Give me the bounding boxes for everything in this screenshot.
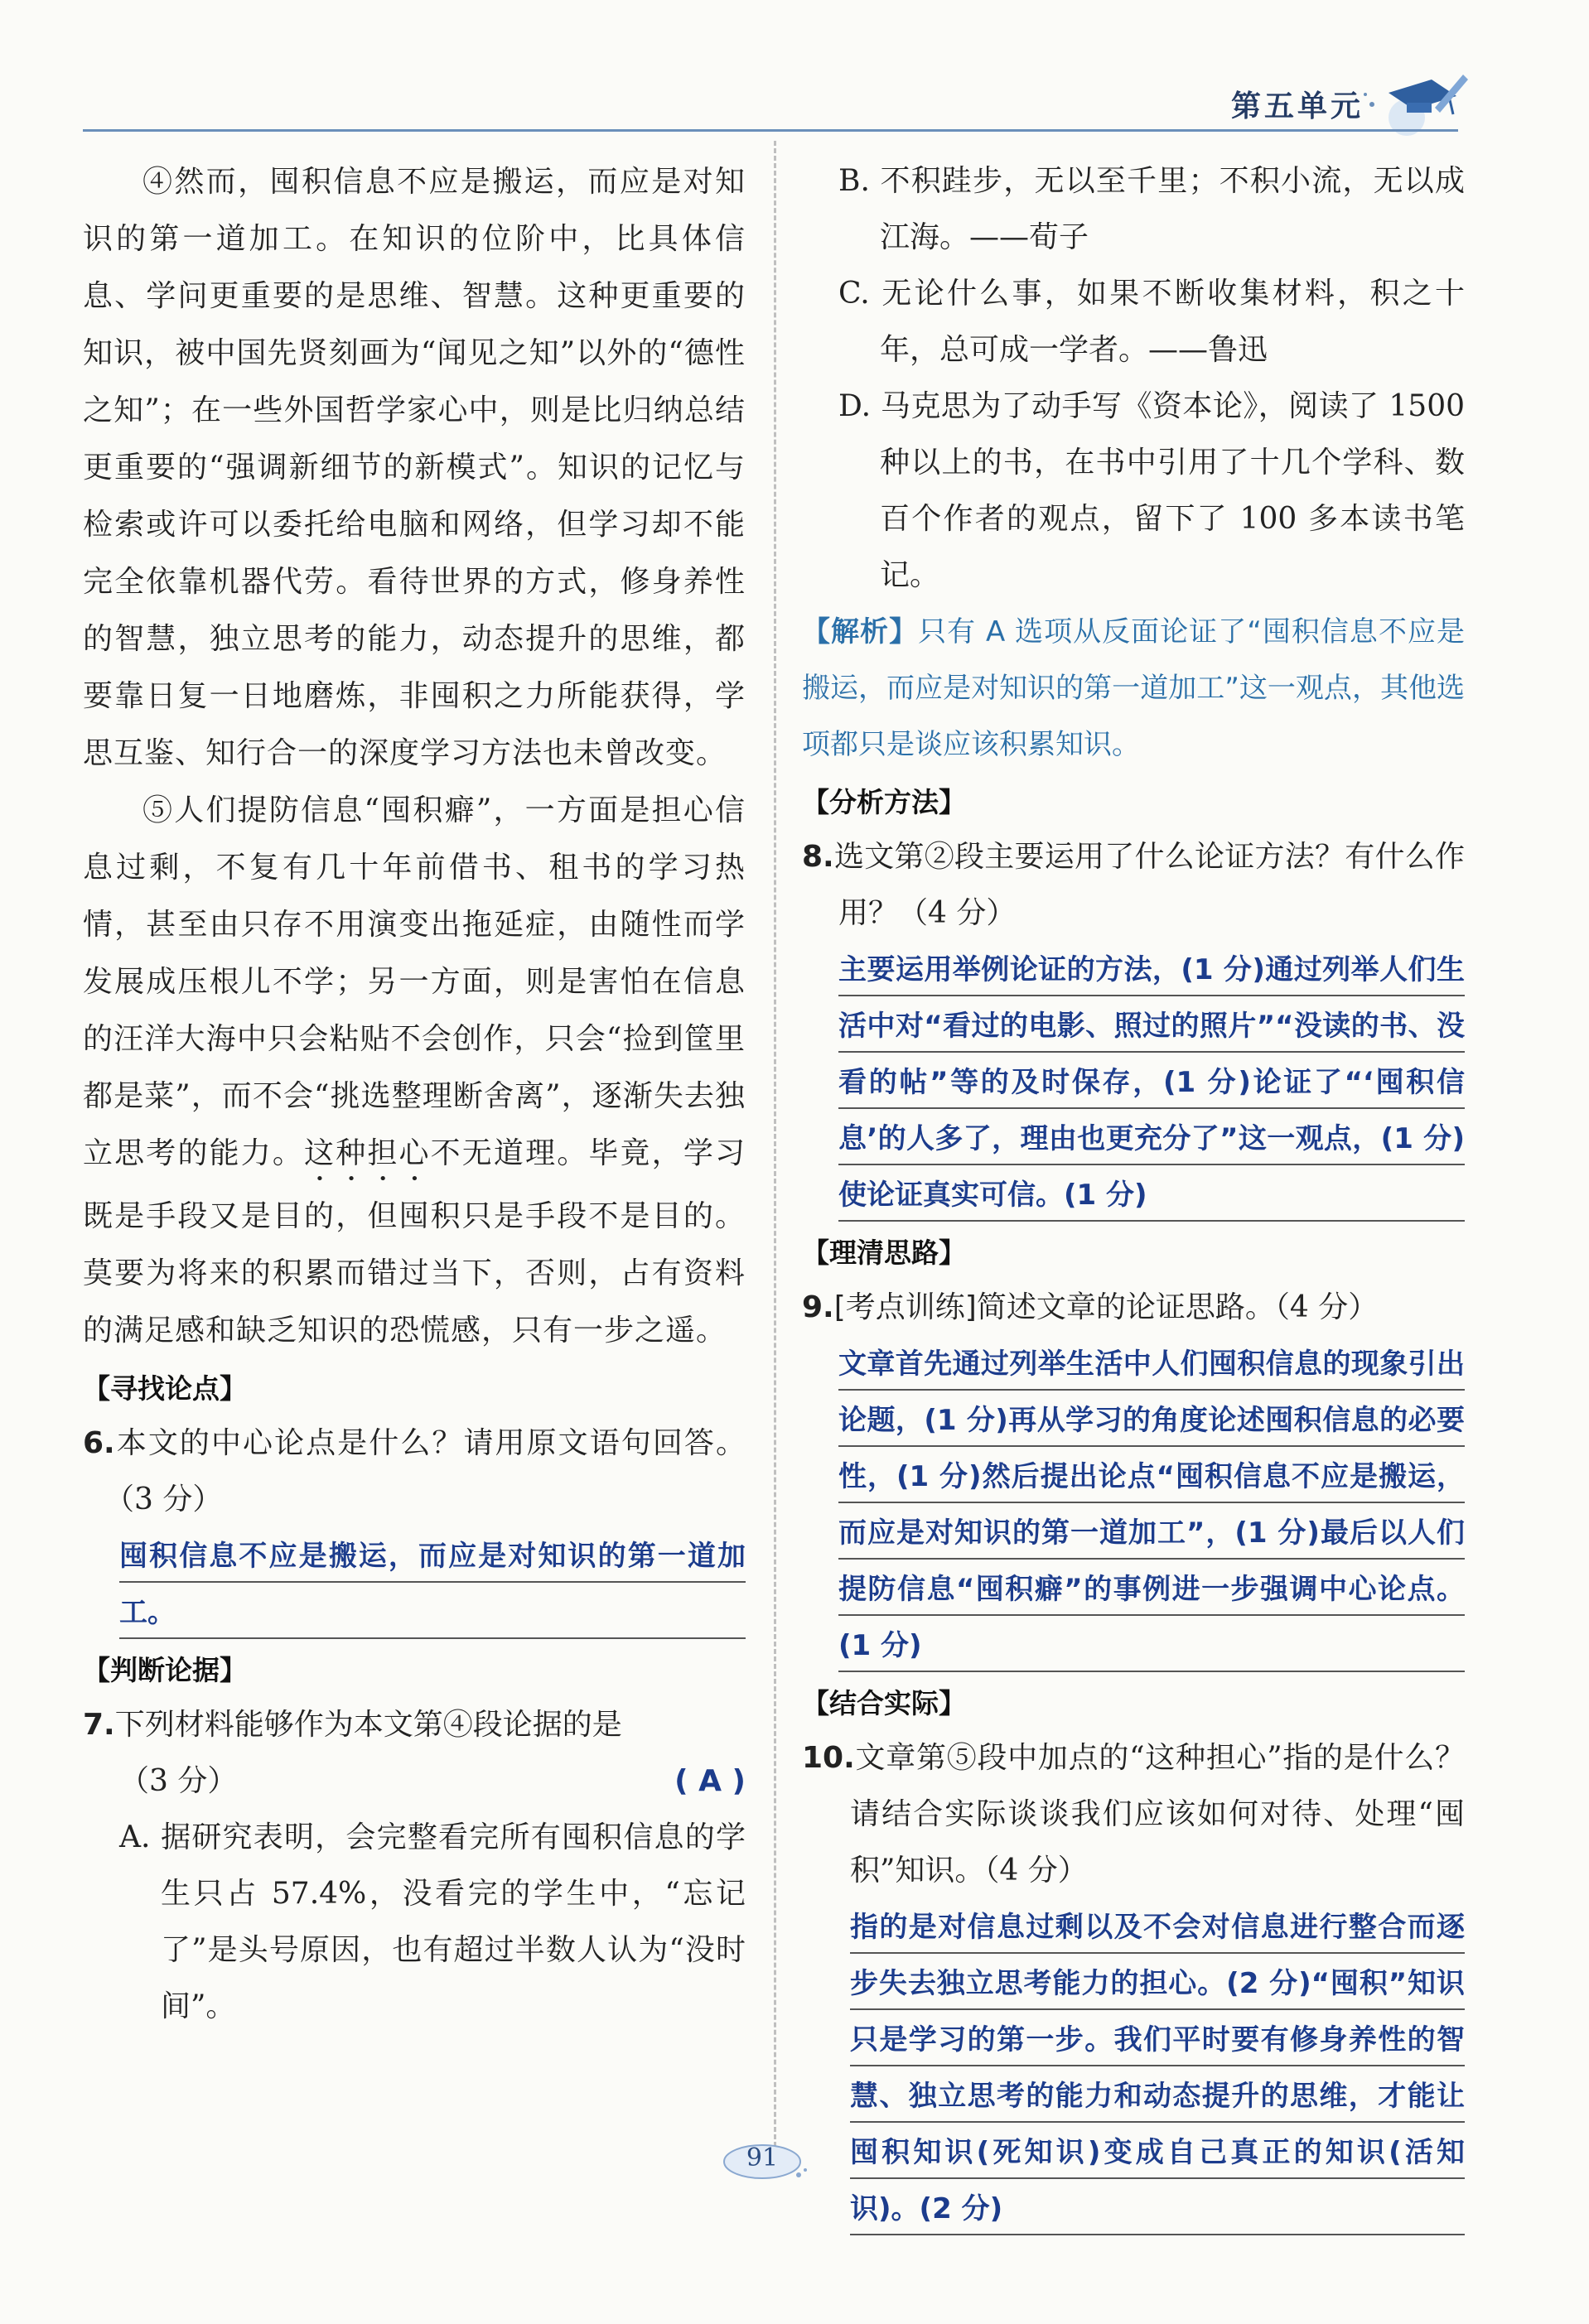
analysis-7 xyxy=(802,604,1465,773)
graduation-cap-pencil-icon xyxy=(1355,55,1471,137)
question-7 xyxy=(83,1697,746,1810)
question-number: 10. xyxy=(802,1741,855,1775)
question-score: （4 分） xyxy=(984,1854,1088,1888)
question-text: 文章第⑤段中加点的“这种担心”指的是什么？请结合实际谈谈我们应该如何对待、处理“囤积”知识。 xyxy=(850,1741,1465,1888)
option-a: A. 据研究表明，会完整看完所有囤积信息的学生只占 57.4%，没看完的学生中，“忘记了”是头号原因，也有超过半数人认为“没时间”。 xyxy=(119,1820,746,2023)
column-divider xyxy=(774,141,776,2162)
question-10 xyxy=(802,1730,1465,1899)
question-score: （4 分） xyxy=(898,896,1017,930)
paragraph-5-part-b: 不无道理。毕竟，学习既是手段又是目的，但囤积只是手段不是目的。莫要为将来的积累而错过当下，否则，占有资料的满足感和缺乏知识的恐慌感，只有一步之遥。 xyxy=(83,1136,746,1348)
question-score: （3 分） xyxy=(119,1483,223,1516)
question-number: 8. xyxy=(802,840,834,874)
section-tag-analyze-method: 【分析方法】 xyxy=(802,786,966,818)
question-text: 简述文章的论证思路。 xyxy=(976,1290,1275,1324)
question-score: （4 分） xyxy=(1274,1290,1379,1324)
question-9 xyxy=(802,1280,1465,1336)
question-number: 7. xyxy=(83,1708,115,1742)
answer-6: 囤积信息不应是搬运，而应是对知识的第一道加工。 xyxy=(119,1528,746,1641)
answer-7-choice: ( A ) xyxy=(674,1764,746,1798)
key-point-tag: [考点训练] xyxy=(833,1290,977,1324)
right-column xyxy=(802,153,1465,2237)
option-c: C. 无论什么事，如果不断收集材料，积之十年，总可成一学者。——鲁迅 xyxy=(838,277,1465,367)
paragraph-5-part-a: ⑤人们提防信息“囤积癖”，一方面是担心信息过剩，不复有几十年前借书、租书的学习热情，甚至由只存不用演变出拖延症，由随性而学发展成压根儿不学；另一方面，则是害怕在信息的汪洋大海中只会粘贴不会创作，只会“捡到筐里都是菜”，而不会“挑选整理断舍离”，逐渐失去独立思考的能力。 xyxy=(83,793,746,1170)
answer-8: 主要运用举例论证的方法，(1 分)通过列举人们生活中对“看过的电影、照过的照片”“没读的书、没看的帖”等的及时保存，(1 分)论证了“‘囤积信息’的人多了，理由也更充分了”这一观点，(1 分)使论证真实可信。(1 分) xyxy=(838,942,1465,1223)
page-number: 91 xyxy=(746,2143,779,2172)
answer-10: 指的是对信息过剩以及不会对信息进行整合而逐步失去独立思考能力的担心。(2 分)“囤积”知识只是学习的第一步。我们平时要有修身养性的智慧、独立思考的能力和动态提升的思维，才能让囤积知识(死知识)变成自己真正的知识(活知识)。(2 分) xyxy=(850,1899,1465,2237)
option-b: B. 不积跬步，无以至千里；不积小流，无以成江海。——荀子 xyxy=(838,164,1465,254)
question-score: （3 分） xyxy=(119,1764,238,1798)
answer-9: 文章首先通过列举生活中人们囤积信息的现象引出论题，(1 分)再从学习的角度论述囤积信息的必要性，(1 分)然后提出论点“囤积信息不应是搬运，而应是对知识的第一道加工”，(1 分)最后以人们提防信息“囤积癖”的事例进一步强调中心论点。(1 分) xyxy=(838,1336,1465,1674)
section-tag-practice: 【结合实际】 xyxy=(802,1687,966,1719)
unit-title: 第五单元 xyxy=(1231,89,1364,123)
section-tag-clarify-logic: 【理清思路】 xyxy=(802,1237,966,1269)
page-number-badge xyxy=(712,2132,812,2190)
analysis-label: 【解析】 xyxy=(802,615,919,649)
section-tag-judge-evidence: 【判断论据】 xyxy=(83,1654,247,1686)
header-rule xyxy=(83,129,1458,132)
question-number: 9. xyxy=(802,1290,834,1324)
question-8 xyxy=(802,829,1465,942)
analysis-text: 只有 A 选项从反面论证了“囤积信息不应是搬运，而应是对知识的第一道加工”这一观点，其他选项都只是谈应该积累知识。 xyxy=(802,615,1465,761)
option-d: D. 马克思为了动手写《资本论》，阅读了 1500 种以上的书，在书中引用了十几个学科、数百个作者的观点，留下了 100 多本读书笔记。 xyxy=(838,389,1465,592)
question-number: 6. xyxy=(83,1426,115,1460)
question-6 xyxy=(83,1415,746,1528)
left-column xyxy=(83,153,746,2035)
section-tag-find-argument: 【寻找论点】 xyxy=(83,1372,247,1405)
dotted-phrase: 这种担心 xyxy=(304,1136,431,1170)
question-text: 本文的中心论点是什么？请用原文语句回答。 xyxy=(114,1426,746,1460)
paragraph-4: ④然而，囤积信息不应是搬运，而应是对知识的第一道加工。在知识的位阶中，比具体信息、学问更重要的是思维、智慧。这种更重要的知识，被中国先贤刻画为“闻见之知”以外的“德性之知”；在一些外国哲学家心中，则是比归纳总结更重要的“强调新细节的新模式”。知识的记忆与检索或许可以委托给电脑和网络，但学习却不能完全依靠机器代劳。看待世界的方式，修身养性的智慧，独立思考的能力，动态提升的思维，都要靠日复一日地磨炼，非囤积之力所能获得，学思互鉴、知行合一的深度学习方法也未曾改变。 xyxy=(83,165,746,770)
paragraph-5 xyxy=(83,782,746,1359)
question-text: 选文第②段主要运用了什么论证方法？有什么作用？ xyxy=(833,840,1465,930)
question-text: 下列材料能够作为本文第④段论据的是 xyxy=(114,1708,622,1742)
